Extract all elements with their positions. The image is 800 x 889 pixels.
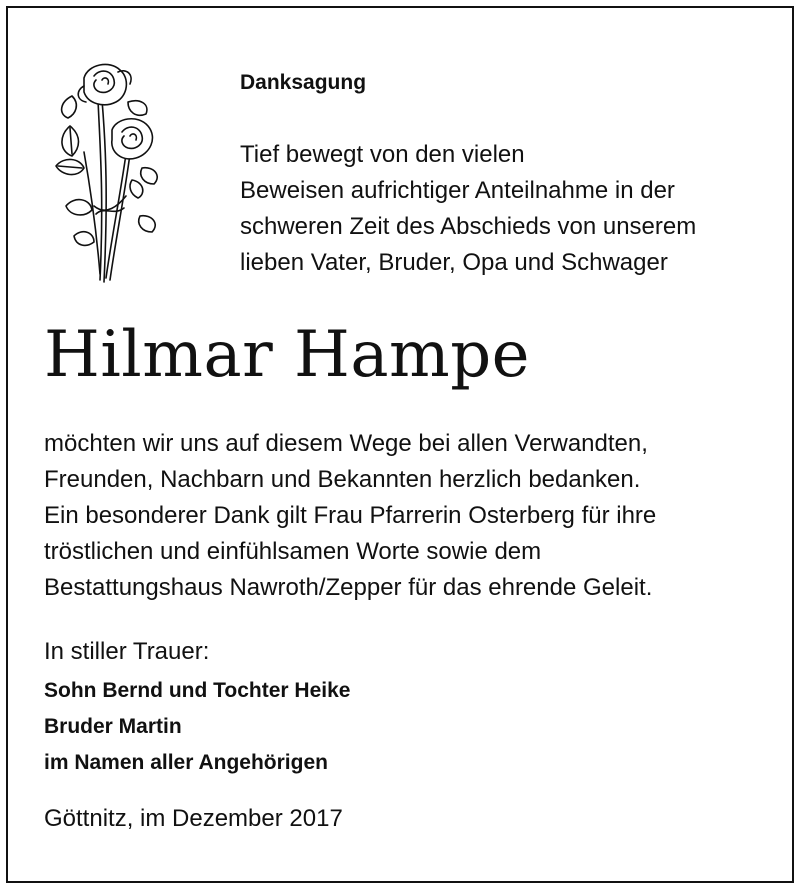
intro-line: schweren Zeit des Abschieds von unserem bbox=[240, 213, 697, 240]
place-date: Göttnitz, im Dezember 2017 bbox=[44, 805, 343, 832]
intro-text bbox=[240, 137, 696, 281]
thanks-line: Bestattungshaus Nawroth/Zepper für das ehrende Geleit. bbox=[44, 574, 653, 601]
intro-line: Beweisen aufrichtiger Anteilnahme in der bbox=[240, 177, 675, 204]
thanks-line: Freunden, Nachbarn und Bekannten herzlich bedanken. bbox=[44, 466, 641, 493]
mourning-label: In stiller Trauer: bbox=[44, 638, 210, 665]
thanks-line: möchten wir uns auf diesem Wege bei allen Verwandten, bbox=[44, 430, 648, 457]
intro-line: lieben Vater, Bruder, Opa und Schwager bbox=[240, 249, 668, 276]
intro-line: Tief bewegt von den vielen bbox=[240, 141, 525, 168]
signer-line: im Namen aller Angehörigen bbox=[44, 751, 328, 774]
signer-line: Sohn Bernd und Tochter Heike bbox=[44, 679, 351, 702]
thanks-text bbox=[44, 426, 656, 606]
signer-line: Bruder Martin bbox=[44, 715, 182, 738]
rose-icon bbox=[54, 56, 166, 288]
thanks-line: Ein besonderer Dank gilt Frau Pfarrerin Osterberg für ihre bbox=[44, 502, 657, 529]
deceased-name: Hilmar Hampe bbox=[44, 318, 531, 392]
thanks-line: tröstlichen und einfühlsamen Worte sowie dem bbox=[44, 538, 542, 565]
signers-list bbox=[44, 673, 350, 781]
notice-heading: Danksagung bbox=[240, 71, 367, 94]
